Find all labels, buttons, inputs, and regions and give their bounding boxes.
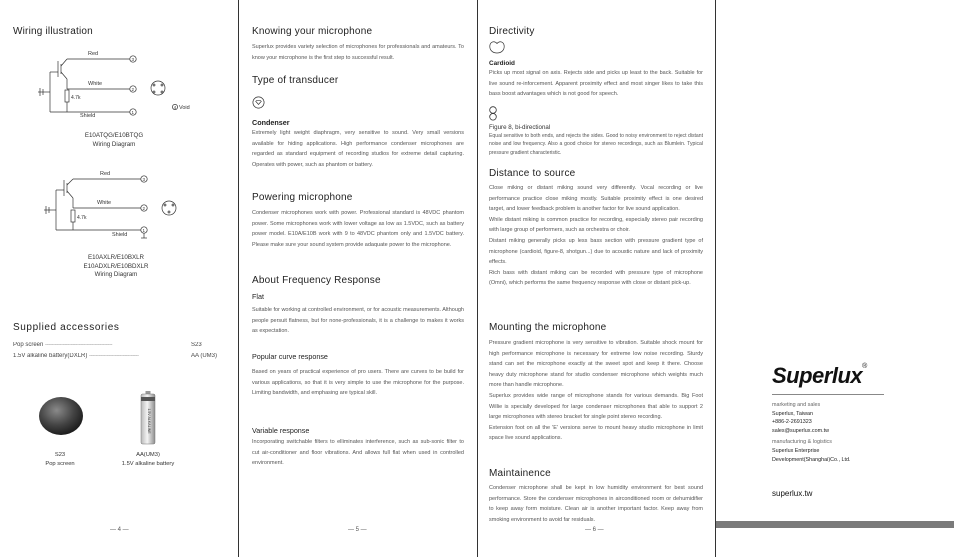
popular-text: Based on years of practical experience of pro users. There are curves to be build for various applications, so that it is very simple to use the microphone for the purpose. Limiting bandwidth, and emphasing are typical skill. <box>252 369 464 397</box>
diagram1-pin2: 2 <box>131 87 135 92</box>
diagram2-caption-line3: Wiring Diagram <box>94 271 138 279</box>
pop-screen-code: S23 <box>54 452 66 458</box>
battery-code: AA(UM3) <box>136 452 160 458</box>
wiring-diagram-1 <box>34 46 194 118</box>
diagram1-caption <box>64 132 164 149</box>
accessory-row <box>13 342 221 348</box>
know-text: Superlux provides variety selection of microphones for professionals and amateurs. To know your microphone is the first step to successful result. <box>252 44 464 61</box>
wiring-title: Wiring illustration <box>13 26 93 37</box>
popular-title: Popular curve response <box>252 352 328 361</box>
distance-paragraph: Rich bass with distant miking can be recorded with pressure type of microphone (Omni), which performs the same frequency response with close or distant pick-up. <box>489 269 703 287</box>
accessory-code: S23 <box>191 342 202 348</box>
diagram1-pin3: 3 <box>131 57 135 62</box>
figure8-icon <box>489 106 497 121</box>
diagram2-shield-label: Shield <box>112 232 128 238</box>
wiring-diagram-2 <box>42 168 182 243</box>
accessory-code: AA (UM3) <box>191 353 218 359</box>
registered-mark: ® <box>862 363 868 370</box>
powering-text: Condenser microphones work with power. Professional standard is 48VDC phantom power. Some microphones work with lower voltage as low as 1.5VDC, such as battery power model. E10A/E10B work with 9 to 48VDC phantom only and 1.5VDC battery. Please make sure your sound system provide adaquate power to the microphone. <box>252 210 464 248</box>
contact-block <box>772 401 922 464</box>
mounting-paragraph: Pressure gradient microphone is very sensitive to vibration. Suitable shock mount for high performance microphone is necessary for extreme low noise recording. Sturdy stand can set the microphone exactly at the sweet spot and keep it there. Choose heavy duty microphone stand for studio condenser microphone which weights much more than handle microphone. <box>489 340 703 389</box>
logo-rule <box>772 394 884 395</box>
diagram2-caption-line2: E10ADXLR/E10BDXLR <box>83 262 149 270</box>
condenser-text: Extremely light weight diaphragm, very sensitive to sound. Very small versions available for hiding applications. High performance condenser microphones are regarded as standard equipment of recording studios for extreme detail capturing. Operates with power, such as phantom or battery. <box>252 130 464 168</box>
accessory-name: Pop screen <box>13 342 44 348</box>
diagram2-pin3: 3 <box>142 177 146 182</box>
variable-text: Incorporating switchable filters to elliminates interference, such as sub-sonic filter to cut air-conditioner and floor vibrations. And allows full flat when used in controlled environment. <box>252 439 464 467</box>
marketing-label: marketing and sales <box>772 402 821 408</box>
battery-label-text: 1.5V ALKALINE <box>147 408 151 434</box>
superlux-logo <box>772 363 867 389</box>
frequency-title: About Frequency Response <box>252 275 381 286</box>
distance-paragraph: Close miking or distant miking sound very differently. Vocal recording or live performance practice close miking mostly. Suitable proximity effect is one desired target, and lower feedback problem is another factor for live sound application. <box>489 185 703 213</box>
diagram1-shield-label: Shield <box>80 113 96 118</box>
accessory-leader: ------------------------------------------ <box>45 342 113 348</box>
know-title: Knowing your microphone <box>252 26 373 37</box>
battery-image <box>140 391 156 447</box>
website-link[interactable]: superlux.tw <box>772 489 813 498</box>
page-5 <box>252 0 464 557</box>
transducer-title: Type of transducer <box>252 75 339 86</box>
page-4 <box>0 0 238 557</box>
battery-name: 1.5V alkaline battery <box>121 460 175 467</box>
manufacturer-line2: Development(Shanghai)Co., Ltd. <box>772 456 851 463</box>
page-divider-2 <box>477 0 478 557</box>
diagram2-white-label: White <box>97 200 112 206</box>
powering-title: Powering microphone <box>252 192 353 203</box>
pop-screen-caption <box>36 451 84 468</box>
maintenance-title: Maintainence <box>489 468 551 479</box>
diagram1-caption-line1: E10ATQG/E10BTQG <box>84 132 144 139</box>
maintenance-text: Condenser microphone shall be kept in low humidity environment for best sound performance. Store the condenser microphones in airconditioned room or dehumidifier to keep away form moisture. Clean air is another important factor. Keep away from smoking environment to avoid far residuals. <box>489 485 703 523</box>
pop-screen-image <box>36 393 86 443</box>
page-number: — 6 — <box>585 527 604 533</box>
distance-paragraph: Distant miking generally picks up less bass section with pressure gradient type of microphone (cardioid, figure-8, shotgun...) due to acoustic nature and lack of proximity effects. <box>489 237 703 266</box>
diagram2-resistor-label: 4.7k <box>77 215 87 221</box>
logo-text: Superlux <box>772 363 863 388</box>
mounting-paragraph: Superlux provides wide range of microphone stands for various demands. Big Foot Willie is specially developed for large condenser microphones that able to support 2 large microphones with stereo bracket for single point stereo recording. <box>489 392 703 421</box>
cardioid-text: Picks up most signal on axis. Rejects side and picks up least to the back. Suitable for live sound re-inforcement. Apparent proximity effect and most singer likes to take this bass boost advantages which is not good for speech. <box>489 70 703 98</box>
page-divider-1 <box>238 0 239 557</box>
battery-caption <box>112 451 184 468</box>
phone-number: +886-2-2691323 <box>772 419 812 426</box>
condenser-icon <box>252 96 265 109</box>
diagram1-pin1: 1 <box>131 110 135 115</box>
diagram1-resistor-label: 4.7k <box>71 95 81 101</box>
cardioid-title: Cardioid <box>489 60 515 67</box>
figure8-text: Equal sensitive to both ends, and rejects the sides. Good to noisy environment to reject distant noise and low frequency. Also a good choice for stereo recordings, such as Blumlein. Typical pressure gradient characteristic. <box>489 133 703 156</box>
mounting-text <box>489 338 703 444</box>
diagram2-pin2: 2 <box>142 206 146 211</box>
diagram2-caption <box>64 254 168 280</box>
diagram1-caption-line2: Wiring Diagram <box>92 140 136 148</box>
diagram2-caption-line1: E10AXLR/E10BXLR <box>87 254 145 261</box>
flat-text: Suitable for working at controlled environment, or for acoustic measurements. Although people persuit flatness, but for none-professionals, it is a challenge to makes it works as expectation. <box>252 307 464 335</box>
flat-title: Flat <box>252 292 264 301</box>
page-6 <box>489 0 703 557</box>
email-address: sales@superlux.com.tw <box>772 427 830 434</box>
diagram1-void-label: Void <box>179 105 190 111</box>
accessory-leader: ------------------------------- <box>89 353 139 359</box>
diagram2-red-label: Red <box>100 171 111 177</box>
pop-screen-name: Pop screen <box>45 460 75 467</box>
directivity-title: Directivity <box>489 26 535 37</box>
mounting-paragraph: Extension foot on all the 'E' versions serve to mount heavy studio microphone in limit space live sound applications. <box>489 424 703 442</box>
manufacturer-line1: Superlux Enterprise <box>772 447 820 454</box>
mounting-title: Mounting the microphone <box>489 322 607 333</box>
back-cover <box>716 0 954 557</box>
page-number: — 4 — <box>110 527 129 533</box>
diagram1-red-label: Red <box>88 51 99 57</box>
diagram2-pin1: 1 <box>142 228 146 233</box>
accessory-row <box>13 353 221 359</box>
accessory-name: 1.5V alkaline battery(DXLR) <box>13 353 88 359</box>
manufacturing-label: manufacturing & logistics <box>772 439 832 446</box>
distance-paragraph: While distant miking is common practice for recording, especially stereo pair recording with large group of performers, such as orchestra or choir. <box>489 216 703 234</box>
diagram1-white-label: White <box>88 81 103 87</box>
distance-title: Distance to source <box>489 168 576 179</box>
cardioid-icon <box>489 40 505 54</box>
distance-text <box>489 183 703 289</box>
page-number: — 5 — <box>348 527 367 533</box>
condenser-title: Condenser <box>252 118 290 127</box>
variable-title: Variable response <box>252 426 310 435</box>
company-name: Superlux, Taiwan <box>772 410 813 417</box>
diagram1-pin4: 4 <box>173 104 177 110</box>
footer-bar <box>716 521 954 528</box>
accessories-title: Supplied accessories <box>13 322 120 333</box>
figure8-title: Figure 8, bi-directional <box>489 124 551 131</box>
